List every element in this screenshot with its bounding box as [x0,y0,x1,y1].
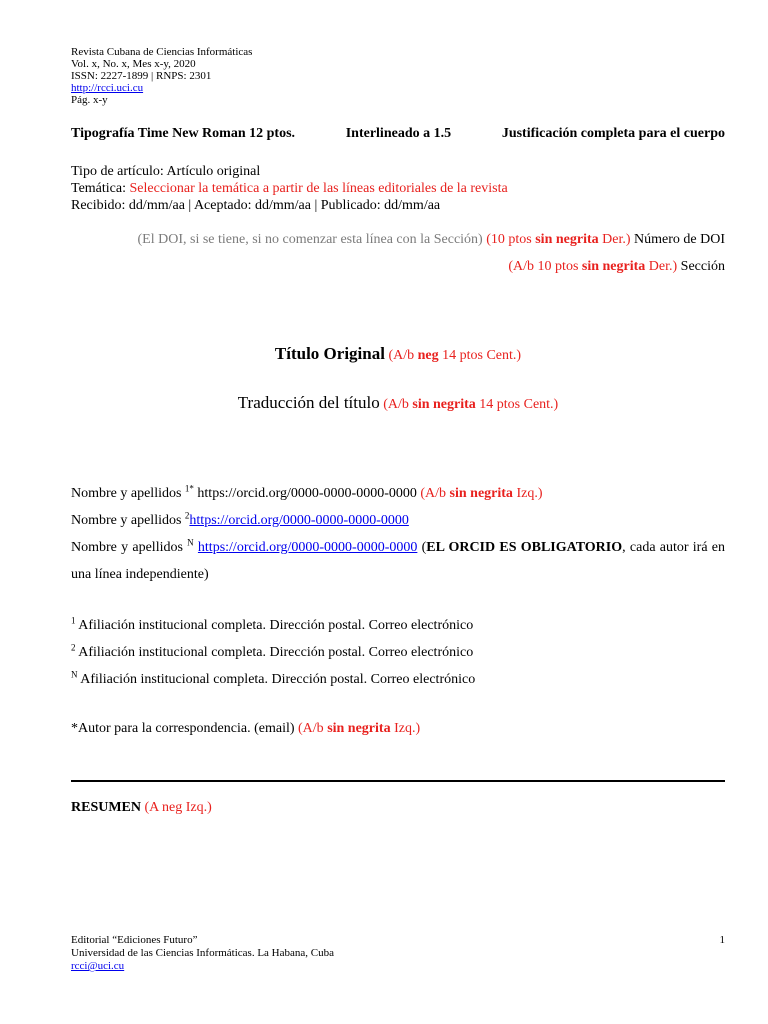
doi-format [486,232,630,247]
translated-title-text: Traducción del título [237,393,380,412]
author-1-format-open: (A/b [416,486,450,501]
section-line [508,259,725,275]
section-format [508,259,677,274]
translation-format-bold: sin negrita [412,397,476,412]
author-n-name: Nombre y apellidos [71,540,188,555]
correspondence-line [71,721,420,737]
author-2-orcid-link[interactable]: https://orcid.org/0000-0000-0000-0000 [189,513,409,528]
correspondence-format [298,721,420,736]
journal-url-link[interactable]: http://rcci.uci.cu [71,82,144,94]
doi-format-bold: sin negrita [535,232,599,247]
article-theme-value: Seleccionar la temática a partir de las líneas editoriales de la revista [129,181,508,196]
journal-pages: Pág. x-y [71,94,108,106]
affiliation-n-sup: N [71,669,78,680]
correspondence-format-close: Izq.) [390,721,421,736]
correspondence-format-open: (A/b [298,721,328,736]
doi-line [138,232,725,248]
section-format-bold: sin negrita [581,259,646,274]
affiliation-1-text: Afiliación institucional completa. Dirección postal. Correo electrónico [75,618,474,633]
article-type-line [71,163,508,180]
author-n-sup: N [187,537,194,548]
correspondence-text: *Autor para la correspondencia. (email) [71,721,299,736]
title-format-open: (A/b [384,348,418,363]
section-format-open: (A/b 10 ptos [508,259,582,274]
author-1-format [417,486,543,501]
footer-email-link[interactable]: rcci@uci.cu [71,960,125,972]
document-page [71,0,725,1024]
affiliation-2 [71,639,475,666]
author-1-name: Nombre y apellidos [71,486,185,501]
author-n [71,534,725,588]
author-n-orcid-link[interactable]: https://orcid.org/0000-0000-0000-0000 [197,540,418,555]
article-type-value: Artículo original [166,164,261,179]
footer-editorial: Editorial “Ediciones Futuro” [71,934,198,946]
author-1-orcid: https://orcid.org/0000-0000-0000-0000 [193,486,417,501]
article-meta [71,163,508,214]
affiliation-2-sup: 2 [71,642,76,653]
affiliation-n [71,666,475,693]
author-2-sup: 2 [184,510,190,521]
author-2 [71,507,725,534]
typography-font: Tipografía Time New Roman 12 ptos. [71,126,296,141]
author-n-note-rest: , cada autor irá en una línea independiente) [71,540,726,582]
article-theme-line [71,180,508,197]
section-value: Sección [677,259,725,274]
original-title-text: Título Original [274,344,385,363]
author-1-format-bold: sin negrita [449,486,513,501]
resumen-format: (A neg Izq.) [141,800,212,815]
typography-spacing: Interlineado a 1.5 [345,126,452,141]
doi-format-open: (10 ptos [486,232,536,247]
doi-value: Número de DOI [630,232,725,247]
journal-volume: Vol. x, No. x, Mes x-y, 2020 [71,58,196,70]
section-divider [71,780,725,782]
typography-instructions [71,126,725,142]
translation-format-open: (A/b [379,397,413,412]
author-n-note-open: ( [417,540,427,555]
resumen-heading [71,800,212,816]
section-format-close: Der.) [645,259,678,274]
affiliation-1 [71,612,475,639]
title-format-bold: neg [417,348,439,363]
doi-format-close: Der.) [598,232,631,247]
translated-title [71,393,725,413]
original-title-format [385,348,521,363]
page-footer [71,934,334,973]
author-1 [71,480,725,507]
footer-university: Universidad de las Ciencias Informáticas. La Habana, Cuba [71,947,334,959]
author-1-sup: 1* [184,483,194,494]
article-theme-label: Temática: [71,181,130,196]
author-1-format-close: Izq.) [512,486,543,501]
journal-issn: ISSN: 2227-1899 | RNPS: 2301 [71,70,212,82]
authors-block [71,480,725,588]
article-dates: Recibido: dd/mm/aa | Aceptado: dd/mm/aa | Publicado: dd/mm/aa [71,198,441,213]
original-title [71,344,725,364]
author-n-note-bold: EL ORCID ES OBLIGATORIO [426,540,623,555]
translation-format-close: 14 ptos Cent.) [475,397,559,412]
title-format-close: 14 ptos Cent.) [438,348,522,363]
resumen-label: RESUMEN [71,800,142,815]
journal-name: Revista Cubana de Ciencias Informáticas [71,46,253,58]
article-type-label: Tipo de artículo: [71,164,167,179]
page-number: 1 [719,934,725,946]
doi-note: (El DOI, si se tiene, si no comenzar esta línea con la Sección) [137,232,487,247]
translated-title-format [380,397,559,412]
affiliation-1-sup: 1 [71,615,76,626]
affiliation-n-text: Afiliación institucional completa. Dirección postal. Correo electrónico [77,672,476,687]
affiliations-block [71,612,475,693]
correspondence-format-bold: sin negrita [327,721,391,736]
journal-header [71,46,252,106]
author-2-name: Nombre y apellidos [71,513,185,528]
typography-justify: Justificación completa para el cuerpo [501,126,725,141]
affiliation-2-text: Afiliación institucional completa. Dirección postal. Correo electrónico [75,645,474,660]
